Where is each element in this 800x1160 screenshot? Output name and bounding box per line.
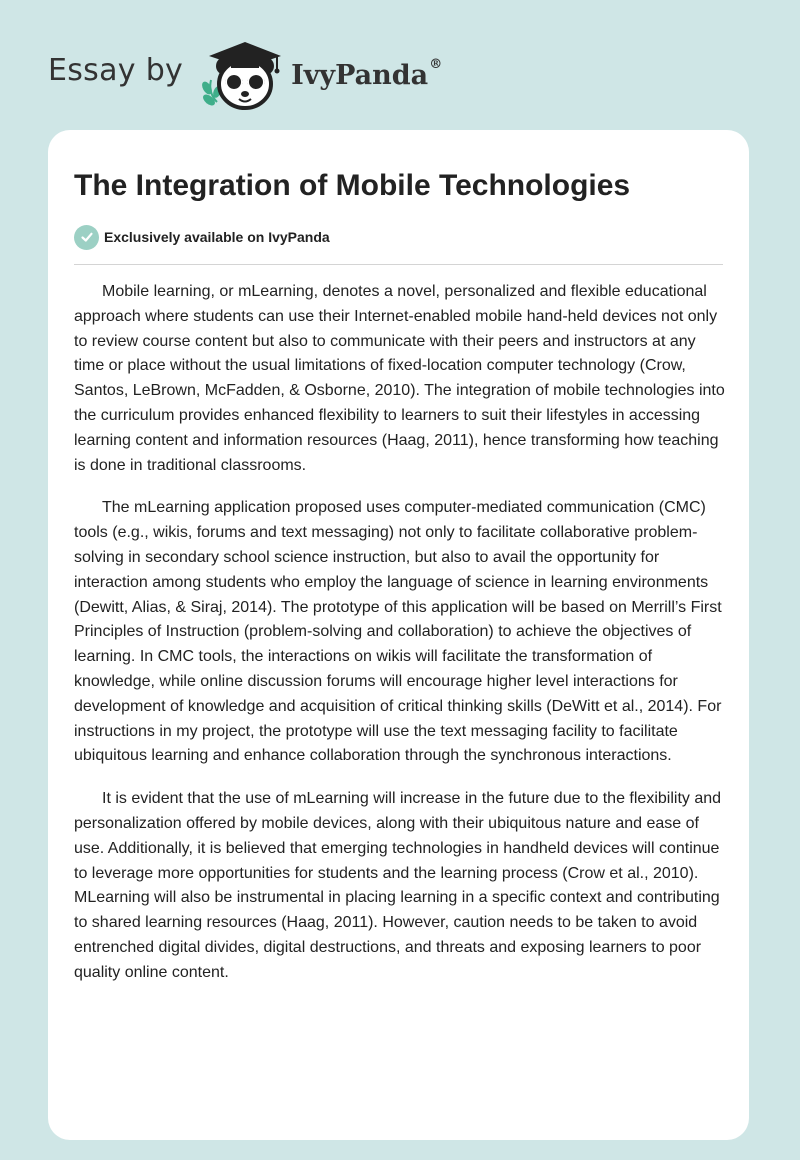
exclusive-label: Exclusively available on IvyPanda [104, 229, 330, 245]
divider [74, 264, 723, 265]
essay-card [48, 130, 749, 1140]
exclusive-badge [74, 223, 723, 251]
check-mark-svg [80, 230, 94, 244]
check-icon [74, 225, 99, 250]
site-header [48, 36, 442, 112]
brand-prefix: Essay by [48, 52, 184, 88]
page-title: The Integration of Mobile Technologies [74, 169, 631, 202]
paragraph-2: The mLearning application proposed uses computer-mediated communication (CMC) tools (e.g., wikis, forums and text messaging) not only to facilitate collaborative problem-solving in secondary school science instruction, but also to avail the opportunity for interaction among students who employ the language of science in learning environments (Dewitt, Alias, & Siraj, 2014). The prototype of this application will be based on Merrill’s First Principles of Instruction (problem-solving and collaboration) to achieve the objectives of learning. In CMC tools, the interactions on wikis will facilitate the transformation of knowledge, while online discussion forums will encourage higher level interactions for development of knowledge and acquisition of critical thinking skills (DeWitt et al., 2014). For instructions in my project, the prototype will use the text messaging facility to facilitate ubiquitous learning and enhance collaboration through the synchronous interactions. [74, 499, 722, 765]
panda-graduate-icon[interactable] [197, 36, 289, 112]
brand-name[interactable] [291, 56, 443, 91]
essay-body [74, 280, 726, 986]
paragraph-1: Mobile learning, or mLearning, denotes a novel, personalized and flexible educational approach where students can use their Internet-enabled mobile hand-held devices not only to review course content but also to communicate with their peers and instructors at any time or place without the usual limitations of fixed-location computer technology (Crow, Santos, LeBrown, McFadden, & Osborne, 2010). The integration of mobile technologies into the curriculum provides enhanced flexibility to learners to suit their lifestyles in accessing learning content and information resources (Haag, 2011), hence transforming how teaching is done in traditional classrooms. [74, 283, 725, 474]
paragraph-3: It is evident that the use of mLearning will increase in the future due to the flexibility and personalization offered by mobile devices, along with their ubiquitous nature and ease of use. Additionally, it is believed that emerging technologies in handheld devices will continue to leverage more opportunities for students and the learning process (Crow et al., 2010). MLearning will also be instrumental in placing learning in a specific context and contributing to shared learning resources (Haag, 2011). However, caution needs to be taken to avoid entrenched digital divides, digital destructions, and threats and exposing learners to poor quality online content. [74, 790, 722, 981]
panda-logo-svg [197, 36, 289, 112]
registered-mark: ® [429, 56, 443, 72]
brand-name-text: IvyPanda [291, 59, 429, 91]
